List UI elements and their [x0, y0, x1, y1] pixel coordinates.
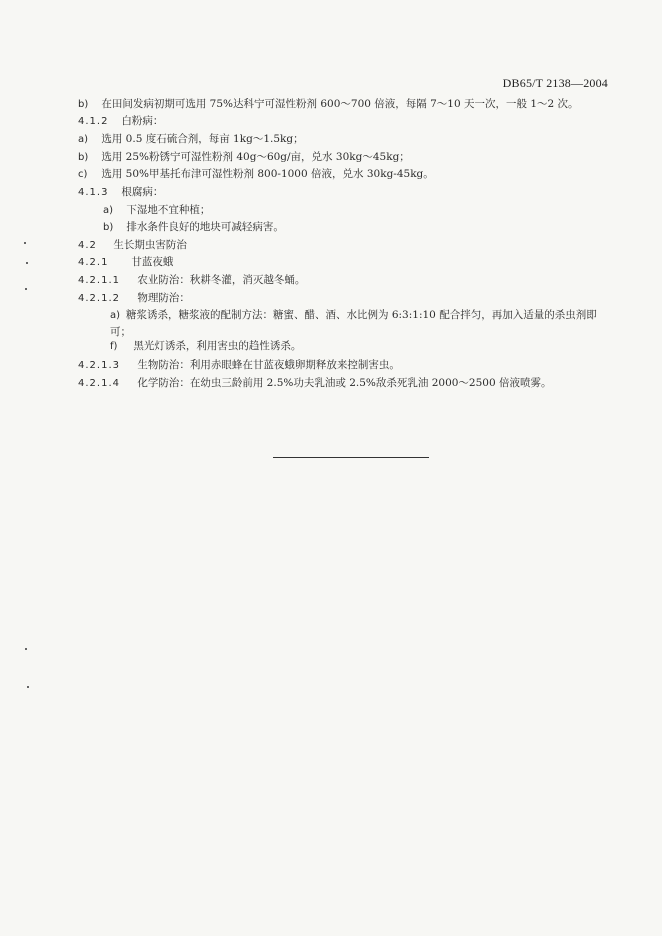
item-text: 选用 50%甲基托布津可湿性粉剂 800-1000 倍液，兑水 30kg-45kg。 — [101, 168, 434, 180]
section-title: 白粉病： — [121, 115, 164, 127]
section-title: 甘蓝夜蛾 — [131, 256, 174, 268]
item-text: 黑光灯诱杀，利用害虫的趋性诱杀。 — [133, 340, 302, 352]
section-number: 4.2.1.4 — [78, 378, 120, 389]
item-line — [110, 338, 610, 355]
item-line — [78, 96, 610, 113]
scan-mark — [27, 686, 29, 688]
section-heading — [78, 357, 610, 374]
scan-mark — [24, 242, 26, 244]
item-label: b) — [78, 152, 89, 163]
item-line — [110, 307, 612, 340]
section-heading — [78, 254, 610, 271]
item-text: 选用 25%粉锈宁可湿性粉剂 40g～60g/亩，兑水 30kg～45kg； — [101, 151, 410, 163]
item-label: b) — [78, 99, 89, 110]
item-line — [78, 149, 610, 166]
item-line — [103, 219, 610, 236]
item-label: b) — [103, 222, 114, 233]
end-rule — [273, 457, 429, 458]
item-label: f) — [110, 341, 118, 352]
section-heading — [78, 272, 610, 289]
section-heading — [78, 237, 610, 254]
item-label: a) — [103, 205, 114, 216]
section-heading — [78, 375, 610, 392]
item-label: a) — [78, 134, 89, 145]
section-number: 4.2.1.1 — [78, 275, 120, 286]
section-number: 4.2.1.2 — [78, 293, 120, 304]
section-title: 生长期虫害防治 — [113, 239, 187, 251]
section-title: 根腐病： — [121, 186, 164, 198]
scan-mark — [25, 288, 27, 290]
item-text: 排水条件良好的地块可减轻病害。 — [126, 221, 284, 233]
item-line — [103, 202, 610, 219]
section-text: 化学防治：在幼虫三龄前用 2.5%功夫乳油或 2.5%敌杀死乳油 2000～2500 倍液喷雾。 — [137, 377, 552, 389]
section-heading — [78, 113, 610, 130]
section-number: 4.2.1 — [78, 257, 109, 268]
section-number: 4.1.2 — [78, 116, 109, 127]
item-text: 下湿地不宜种植； — [126, 204, 211, 216]
scan-mark — [26, 262, 28, 264]
section-number: 4.1.3 — [78, 187, 109, 198]
section-text: 生物防治：利用赤眼蜂在甘蓝夜蛾卵期释放来控制害虫。 — [137, 359, 400, 371]
item-label: a) — [110, 310, 121, 321]
item-text: 糖浆诱杀，糖浆液的配制方法：糖蜜、醋、酒、水比例为 6:3:1:10 配合拌匀，再加入适量的杀虫剂即可； — [110, 309, 597, 338]
item-line — [78, 166, 610, 183]
section-text: 农业防治：秋耕冬灌，消灭越冬蛹。 — [137, 274, 306, 286]
section-heading — [78, 290, 610, 307]
item-label: c) — [78, 169, 88, 180]
item-text: 在田间发病初期可选用 75%达科宁可湿性粉剂 600～700 倍液，每隔 7～10 天一次，一般 1～2 次。 — [101, 98, 579, 110]
item-line — [78, 131, 610, 148]
section-number: 4.2.1.3 — [78, 360, 120, 371]
item-text: 选用 0.5 度石硫合剂，每亩 1kg～1.5kg； — [101, 133, 304, 145]
section-number: 4.2 — [78, 240, 97, 251]
section-heading — [78, 184, 610, 201]
document-number: DB65/T 2138—2004 — [502, 76, 608, 90]
scan-mark — [25, 648, 27, 650]
section-text: 物理防治： — [137, 292, 190, 304]
